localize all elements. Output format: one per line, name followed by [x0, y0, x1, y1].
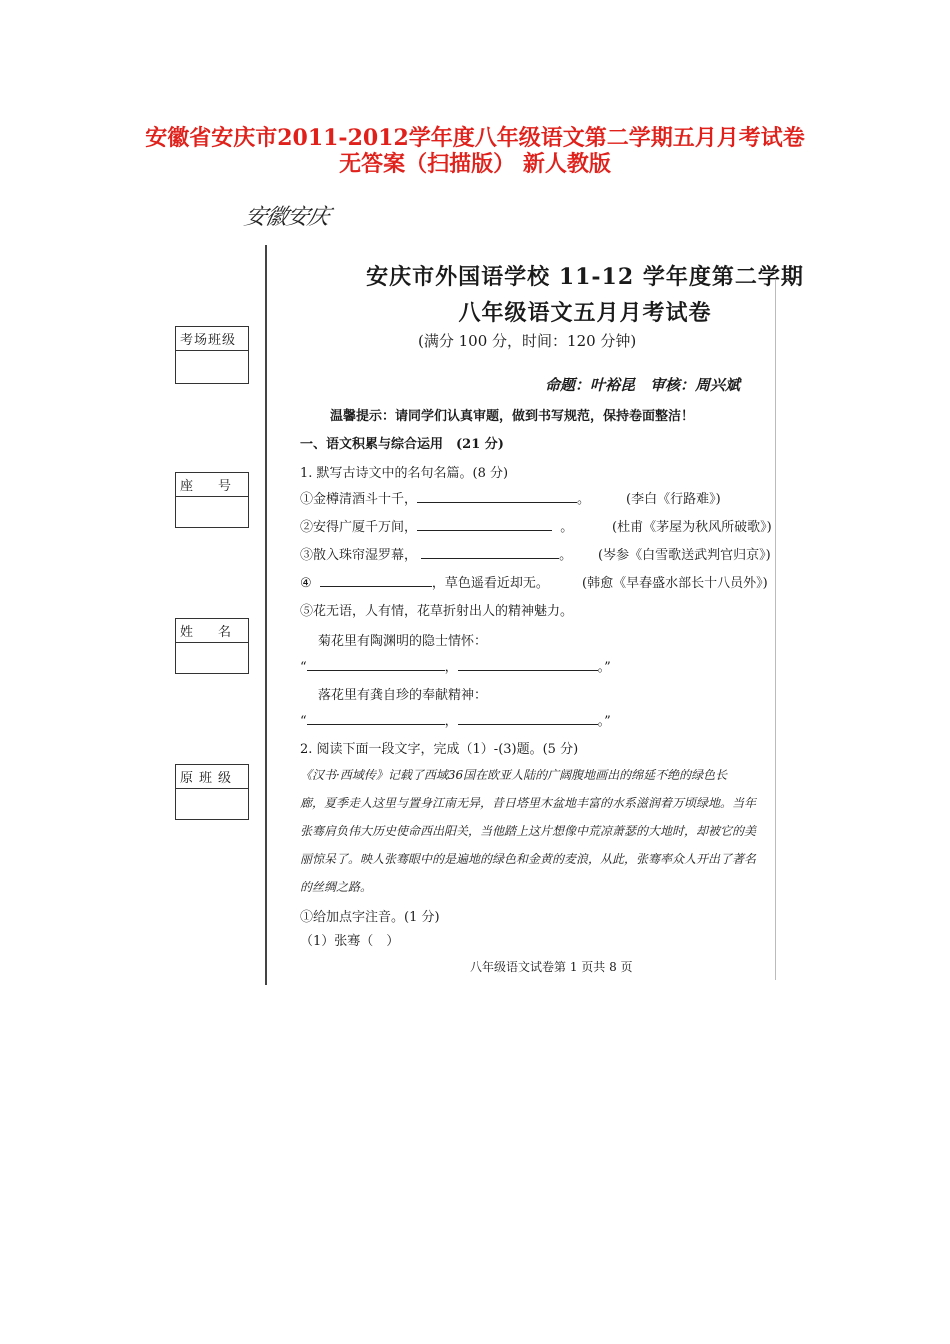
q1-5: ⑤花无语，人有情，花草折射出人的精神魅力。: [300, 604, 574, 619]
q1-item: [300, 544, 572, 563]
school-title: 安庆市外国语学校 11-12 学年度第二学期: [366, 264, 804, 290]
q1-5-a: 菊花里有陶渊明的隐士情怀：: [318, 634, 488, 649]
score-time: (满分 100 分，时间：120 分钟): [418, 332, 637, 350]
q1-item-pre: ①金樽清酒斗十千，: [300, 492, 418, 507]
tip: 温馨提示：请同学们认真审题，做到书写规范，保持卷面整洁！: [330, 409, 695, 424]
q1-item-source: (岑参《白雪歌送武判官归京》): [598, 548, 771, 563]
handwritten-note: 安徽安庆: [241, 205, 332, 230]
side-box-label: 原班级: [176, 765, 248, 789]
passage-line: 的丝绸之路。: [300, 880, 373, 894]
q1-item: [300, 516, 573, 535]
q2-1: ①给加点字注音。(1 分): [300, 910, 440, 925]
answer-blank[interactable]: [307, 658, 445, 671]
exam-title: 八年级语文五月月考试卷: [458, 300, 712, 326]
side-box-exam-class: [175, 326, 249, 384]
q1-item-post: ，草色遥看近却无。: [431, 576, 549, 591]
answer-blank[interactable]: [421, 546, 559, 559]
side-box-label: 姓 名: [176, 619, 248, 643]
q1-5-a-answer: “ ， 。”: [300, 660, 611, 675]
answer-blank[interactable]: [417, 490, 577, 503]
q1-item-post: 。: [577, 492, 591, 507]
right-margin-line: [775, 280, 776, 980]
q1-item: [300, 488, 590, 507]
answer-blank[interactable]: [458, 712, 598, 725]
side-box-name: [175, 618, 249, 674]
q1-item-pre: ④: [300, 576, 312, 591]
side-box-seat: [175, 472, 249, 528]
q1-item-pre: ③散入珠帘湿罗幕，: [300, 548, 418, 563]
answer-blank[interactable]: [417, 518, 552, 531]
title-line-2: 无答案（扫描版） 新人教版: [339, 151, 611, 177]
title-line-1: 安徽省安庆市2011-2012学年度八年级语文第二学期五月月考试卷: [145, 125, 805, 151]
q1-item-post: 。: [559, 548, 573, 563]
answer-blank[interactable]: [320, 574, 432, 587]
passage-line: 《汉书·西域传》记载了西域36国在欧亚人陆的广阔腹地画出的绵延不绝的绿色长: [300, 768, 728, 782]
question-2: 2. 阅读下面一段文字，完成（1）-(3)题。(5 分): [300, 742, 579, 757]
answer-blank[interactable]: [307, 712, 445, 725]
side-box-label: 座 号: [176, 473, 248, 497]
binding-line: [265, 245, 267, 985]
page-footer: 八年级语文试卷第 1 页共 8 页: [470, 960, 633, 974]
q1-5-b-answer: “ ， 。”: [300, 714, 611, 729]
q1-item-pre: ②安得广厦千万间，: [300, 520, 418, 535]
passage-line: 丽惊呆了。映人张骞眼中的是遍地的绿色和金黄的麦浪，从此，张骞率众人开出了著名: [300, 852, 757, 866]
q1-item-source: (李白《行路难》): [626, 492, 721, 507]
q1-item-source: (杜甫《茅屋为秋风所破歌》): [612, 520, 772, 535]
passage-line: 张骞肩负伟大历史使命西出阳关，当他踏上这片想像中荒凉萧瑟的大地时，却被它的美: [300, 824, 757, 838]
q1-5-b: 落花里有龚自珍的奉献精神：: [318, 688, 488, 703]
passage-line: 廊，夏季走人这里与置身江南无异，昔日塔里木盆地丰富的水系滋润着万顷绿地。当年: [300, 796, 757, 810]
q1-item-source: (韩愈《早春盛水部长十八员外》): [582, 576, 768, 591]
section-1-heading: 一、语文积累与综合运用 (21 分): [300, 437, 504, 452]
answer-blank[interactable]: [458, 658, 598, 671]
authors: 命题：叶裕昆 审核：周兴斌: [545, 376, 741, 394]
side-box-label: 考场班级: [176, 327, 248, 351]
q2-1-a: （1）张骞（ ）: [300, 934, 400, 949]
q1-item-post: 。: [560, 520, 574, 535]
q1-item: [300, 572, 549, 591]
question-1: 1. 默写古诗文中的名句名篇。(8 分): [300, 466, 509, 481]
side-box-original-class: [175, 764, 249, 820]
